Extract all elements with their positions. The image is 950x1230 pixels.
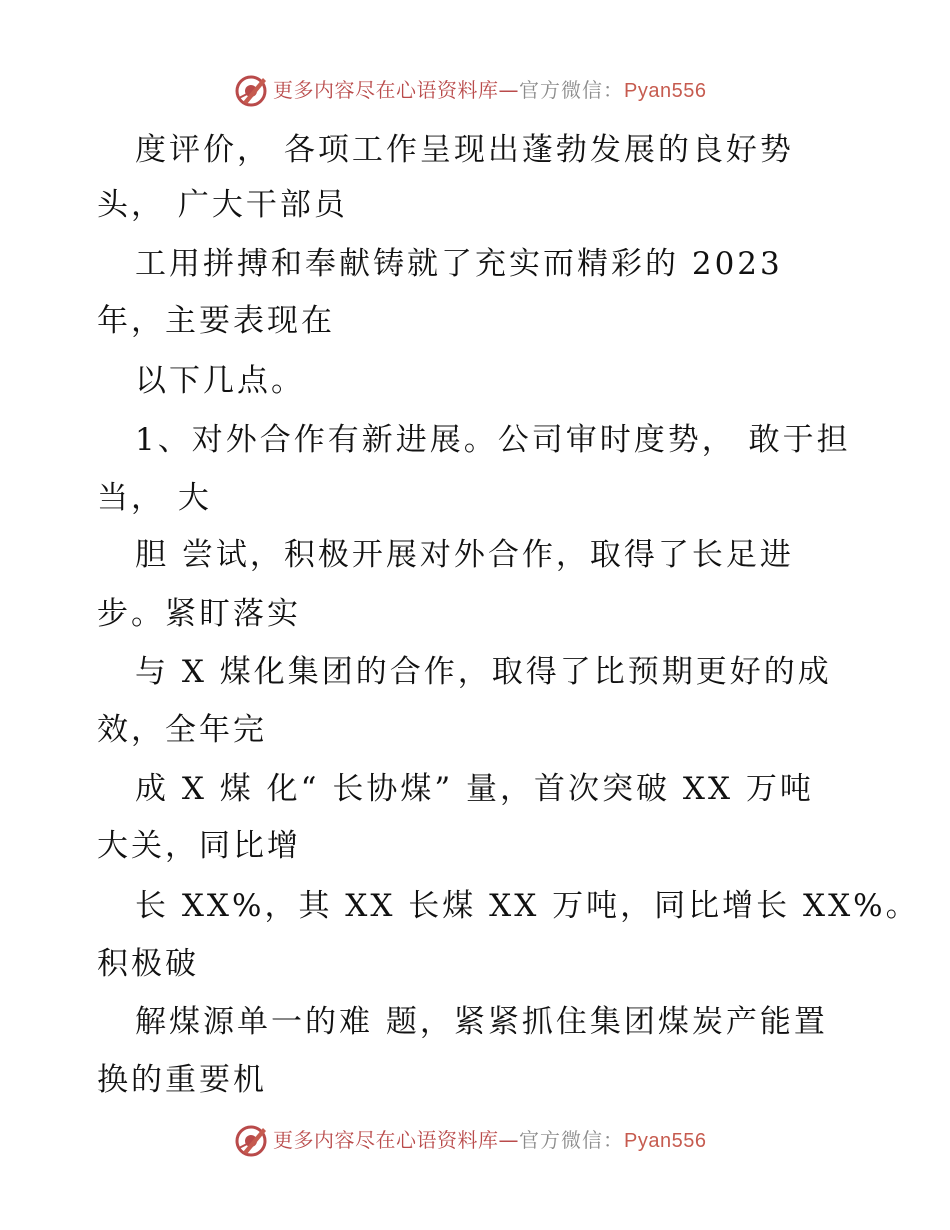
body-line: 效，全年完: [97, 712, 267, 748]
watermark-text: 更多内容尽在心语资料库—官方微信：Pyan556: [273, 78, 707, 102]
body-line: 成 X 煤 化“ 长协煤” 量，首次突破 XX 万吨: [135, 771, 814, 807]
body-line: 积极破: [97, 946, 199, 982]
body-line: 解煤源单一的难 题，紧紧抓住集团煤炭产能置: [135, 1004, 828, 1040]
footer-watermark-banner: [0, 1120, 950, 1160]
body-line: 长 XX%，其 XX 长煤 XX 万吨，同比增长 XX%。: [135, 888, 920, 924]
watermark-text: 更多内容尽在心语资料库—官方微信：Pyan556: [273, 1128, 707, 1152]
body-line: 度评价， 各项工作呈现出蓬勃发展的良好势: [135, 132, 794, 168]
body-line: 与 X 煤化集团的合作，取得了比预期更好的成: [135, 654, 832, 690]
body-line: 1、对外合作有新进展。公司审时度势， 敢于担: [135, 422, 851, 458]
body-line: 头， 广大干部员: [97, 187, 348, 223]
body-line: 年，主要表现在: [97, 303, 335, 339]
body-line: 步。紧盯落实: [97, 596, 301, 632]
body-line: 当， 大: [97, 480, 212, 516]
body-line: 工用拼搏和奉献铸就了充实而精彩的 2023: [135, 246, 783, 282]
body-line: 胆 尝试，积极开展对外合作，取得了长足进: [135, 537, 794, 573]
body-line: 以下几点。: [135, 363, 305, 399]
body-line: 大关，同比增: [97, 828, 301, 864]
quill-logo-icon: [233, 1122, 269, 1158]
body-line: 换的重要机: [97, 1062, 267, 1098]
